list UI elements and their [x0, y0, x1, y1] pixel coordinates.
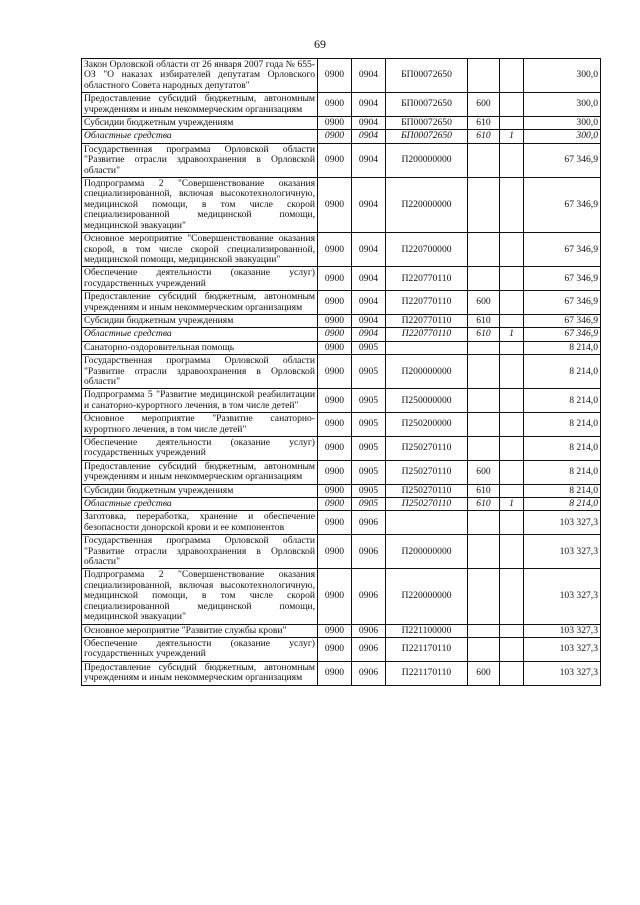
row-expense-type-cell — [468, 535, 500, 569]
row-expense-type-cell — [468, 143, 500, 177]
row-section-code-cell: 0906 — [352, 624, 386, 637]
row-ministry-code-cell: 0900 — [318, 498, 352, 511]
row-source-cell — [500, 117, 524, 130]
row-name-cell: Предоставление субсидий бюджетным, автономным учреждениям и иным некоммерческим организациям — [82, 291, 318, 315]
row-amount-cell: 8 214,0 — [524, 498, 601, 511]
row-section-code-cell: 0904 — [352, 93, 386, 117]
row-source-cell — [500, 93, 524, 117]
row-name-cell: Санаторно-оздоровительная помощь — [82, 341, 318, 354]
row-target-article-cell: П220000000 — [386, 569, 468, 624]
row-name-cell: Предоставление субсидий бюджетным, автономным учреждениям и иным некоммерческим организациям — [82, 460, 318, 484]
row-amount-cell: 300,0 — [524, 59, 601, 93]
row-expense-type-cell: 610 — [468, 328, 500, 341]
row-target-article-cell: П221170110 — [386, 637, 468, 661]
budget-table — [81, 58, 601, 686]
row-expense-type-cell — [468, 511, 500, 535]
row-ministry-code-cell: 0900 — [318, 437, 352, 461]
row-amount-cell: 8 214,0 — [524, 484, 601, 497]
row-section-code-cell: 0904 — [352, 314, 386, 327]
row-name-cell: Областные средства — [82, 498, 318, 511]
row-source-cell — [500, 624, 524, 637]
row-amount-cell: 103 327,3 — [524, 569, 601, 624]
row-section-code-cell: 0905 — [352, 460, 386, 484]
row-target-article-cell: П250270110 — [386, 498, 468, 511]
row-name-cell: Обеспечение деятельности (оказание услуг) государственных учреждений — [82, 637, 318, 661]
row-source-cell — [500, 511, 524, 535]
row-expense-type-cell — [468, 355, 500, 389]
row-source-cell — [500, 437, 524, 461]
row-name-cell: Предоставление субсидий бюджетным, автономным учреждениям и иным некоммерческим организациям — [82, 661, 318, 685]
row-source-cell — [500, 314, 524, 327]
row-name-cell: Государственная программа Орловской области "Развитие отрасли здравоохранения в Орловской области" — [82, 535, 318, 569]
row-target-article-cell: БП00072650 — [386, 59, 468, 93]
row-name-cell: Закон Орловской области от 26 января 2007 года № 655-ОЗ "О наказах избирателей депутатам Орловского областного Совета народных депутатов" — [82, 59, 318, 93]
row-section-code-cell: 0905 — [352, 413, 386, 437]
row-source-cell — [500, 291, 524, 315]
row-ministry-code-cell: 0900 — [318, 661, 352, 685]
row-target-article-cell: П200000000 — [386, 355, 468, 389]
row-name-cell: Основное мероприятие "Совершенствование оказания скорой, в том числе скорой специализированной, медицинской помощи, медицинской эвакуации" — [82, 233, 318, 267]
row-name-cell: Субсидии бюджетным учреждениям — [82, 484, 318, 497]
row-source-cell — [500, 143, 524, 177]
row-target-article-cell: П200000000 — [386, 143, 468, 177]
row-amount-cell: 67 346,9 — [524, 328, 601, 341]
row-source-cell — [500, 569, 524, 624]
row-ministry-code-cell: 0900 — [318, 233, 352, 267]
row-ministry-code-cell: 0900 — [318, 355, 352, 389]
row-section-code-cell: 0906 — [352, 511, 386, 535]
row-ministry-code-cell: 0900 — [318, 569, 352, 624]
row-target-article-cell: П250270110 — [386, 437, 468, 461]
row-name-cell: Субсидии бюджетным учреждениям — [82, 117, 318, 130]
row-section-code-cell: 0905 — [352, 484, 386, 497]
row-expense-type-cell — [468, 624, 500, 637]
row-target-article-cell: П221170110 — [386, 661, 468, 685]
row-expense-type-cell — [468, 569, 500, 624]
row-ministry-code-cell: 0900 — [318, 143, 352, 177]
row-target-article-cell: П220000000 — [386, 178, 468, 233]
row-expense-type-cell — [468, 637, 500, 661]
table-row — [82, 460, 601, 484]
row-target-article-cell: П220770110 — [386, 328, 468, 341]
row-expense-type-cell — [468, 178, 500, 233]
row-amount-cell: 8 214,0 — [524, 437, 601, 461]
row-expense-type-cell — [468, 59, 500, 93]
table-row — [82, 117, 601, 130]
row-ministry-code-cell: 0900 — [318, 413, 352, 437]
row-amount-cell: 67 346,9 — [524, 233, 601, 267]
row-section-code-cell: 0906 — [352, 661, 386, 685]
row-target-article-cell: П220700000 — [386, 233, 468, 267]
row-amount-cell: 8 214,0 — [524, 460, 601, 484]
row-section-code-cell: 0904 — [352, 328, 386, 341]
row-amount-cell: 103 327,3 — [524, 511, 601, 535]
row-source-cell — [500, 389, 524, 413]
row-source-cell — [500, 59, 524, 93]
row-amount-cell: 67 346,9 — [524, 267, 601, 291]
row-expense-type-cell: 600 — [468, 661, 500, 685]
table-row — [82, 437, 601, 461]
table-row — [82, 130, 601, 143]
row-ministry-code-cell: 0900 — [318, 59, 352, 93]
row-section-code-cell: 0904 — [352, 130, 386, 143]
row-amount-cell: 103 327,3 — [524, 535, 601, 569]
row-target-article-cell: БП00072650 — [386, 117, 468, 130]
table-row — [82, 389, 601, 413]
table-row — [82, 484, 601, 497]
row-name-cell: Подпрограмма 5 "Развитие медицинской реабилитации и санаторно-курортного лечения, в том числе детей" — [82, 389, 318, 413]
row-expense-type-cell: 610 — [468, 314, 500, 327]
row-expense-type-cell: 610 — [468, 130, 500, 143]
row-section-code-cell: 0906 — [352, 569, 386, 624]
row-target-article-cell: БП00072650 — [386, 93, 468, 117]
row-amount-cell: 300,0 — [524, 130, 601, 143]
row-name-cell: Заготовка, переработка, хранение и обеспечение безопасности донорской крови и ее компонентов — [82, 511, 318, 535]
row-source-cell — [500, 178, 524, 233]
row-ministry-code-cell: 0900 — [318, 484, 352, 497]
row-name-cell: Основное мероприятие "Развитие службы крови" — [82, 624, 318, 637]
table-row — [82, 661, 601, 685]
row-amount-cell: 8 214,0 — [524, 355, 601, 389]
row-ministry-code-cell: 0900 — [318, 460, 352, 484]
row-amount-cell: 103 327,3 — [524, 637, 601, 661]
row-section-code-cell: 0904 — [352, 267, 386, 291]
row-amount-cell: 8 214,0 — [524, 341, 601, 354]
page-number: 69 — [314, 37, 326, 51]
row-section-code-cell: 0904 — [352, 59, 386, 93]
row-source-cell — [500, 460, 524, 484]
row-name-cell: Подпрограмма 2 "Совершенствование оказания специализированной, включая высокотехнологичную, медицинской помощи, в том числе скорой специализированной медицинской помощи, медицинской эвакуации" — [82, 178, 318, 233]
row-expense-type-cell — [468, 233, 500, 267]
row-name-cell: Обеспечение деятельности (оказание услуг) государственных учреждений — [82, 437, 318, 461]
row-amount-cell: 67 346,9 — [524, 314, 601, 327]
row-target-article-cell: П221100000 — [386, 624, 468, 637]
table-row — [82, 413, 601, 437]
row-target-article-cell — [386, 511, 468, 535]
row-ministry-code-cell: 0900 — [318, 130, 352, 143]
row-source-cell: 1 — [500, 130, 524, 143]
row-name-cell: Основное мероприятие "Развитие санаторно-курортного лечения, в том числе детей" — [82, 413, 318, 437]
row-source-cell: 1 — [500, 328, 524, 341]
table-row — [82, 143, 601, 177]
row-amount-cell: 67 346,9 — [524, 143, 601, 177]
row-ministry-code-cell: 0900 — [318, 328, 352, 341]
row-ministry-code-cell: 0900 — [318, 93, 352, 117]
row-target-article-cell: БП00072650 — [386, 130, 468, 143]
table-row — [82, 59, 601, 93]
row-source-cell — [500, 484, 524, 497]
row-source-cell — [500, 233, 524, 267]
row-source-cell: 1 — [500, 498, 524, 511]
row-source-cell — [500, 413, 524, 437]
row-amount-cell: 103 327,3 — [524, 661, 601, 685]
table-row — [82, 511, 601, 535]
row-expense-type-cell — [468, 413, 500, 437]
table-row — [82, 291, 601, 315]
table-row — [82, 637, 601, 661]
row-amount-cell: 8 214,0 — [524, 389, 601, 413]
row-source-cell — [500, 637, 524, 661]
row-section-code-cell: 0906 — [352, 637, 386, 661]
row-expense-type-cell — [468, 437, 500, 461]
table-row — [82, 341, 601, 354]
row-expense-type-cell — [468, 389, 500, 413]
row-amount-cell: 8 214,0 — [524, 413, 601, 437]
row-section-code-cell: 0905 — [352, 355, 386, 389]
row-target-article-cell: П200000000 — [386, 535, 468, 569]
row-name-cell: Субсидии бюджетным учреждениям — [82, 314, 318, 327]
row-amount-cell: 67 346,9 — [524, 291, 601, 315]
row-name-cell: Областные средства — [82, 130, 318, 143]
row-name-cell: Областные средства — [82, 328, 318, 341]
row-source-cell — [500, 355, 524, 389]
row-name-cell: Подпрограмма 2 "Совершенствование оказания специализированной, включая высокотехнологичную, медицинской помощи, в том числе скорой специализированной медицинской помощи, медицинской эвакуации" — [82, 569, 318, 624]
row-target-article-cell — [386, 341, 468, 354]
row-ministry-code-cell: 0900 — [318, 178, 352, 233]
row-ministry-code-cell: 0900 — [318, 389, 352, 413]
row-amount-cell: 103 327,3 — [524, 624, 601, 637]
row-ministry-code-cell: 0900 — [318, 117, 352, 130]
row-ministry-code-cell: 0900 — [318, 535, 352, 569]
row-section-code-cell: 0905 — [352, 498, 386, 511]
row-expense-type-cell: 600 — [468, 460, 500, 484]
row-name-cell: Государственная программа Орловской области "Развитие отрасли здравоохранения в Орловской области" — [82, 143, 318, 177]
row-expense-type-cell: 610 — [468, 117, 500, 130]
row-source-cell — [500, 661, 524, 685]
row-ministry-code-cell: 0900 — [318, 624, 352, 637]
row-source-cell — [500, 535, 524, 569]
row-expense-type-cell: 600 — [468, 93, 500, 117]
row-section-code-cell: 0904 — [352, 117, 386, 130]
row-section-code-cell: 0904 — [352, 233, 386, 267]
table-row — [82, 93, 601, 117]
table-row — [82, 314, 601, 327]
table-row — [82, 355, 601, 389]
row-expense-type-cell — [468, 267, 500, 291]
row-target-article-cell: П220770110 — [386, 291, 468, 315]
row-source-cell — [500, 267, 524, 291]
row-amount-cell: 300,0 — [524, 93, 601, 117]
row-expense-type-cell: 600 — [468, 291, 500, 315]
row-target-article-cell: П250200000 — [386, 413, 468, 437]
row-ministry-code-cell: 0900 — [318, 637, 352, 661]
table-row — [82, 178, 601, 233]
row-expense-type-cell — [468, 341, 500, 354]
row-name-cell: Предоставление субсидий бюджетным, автономным учреждениям и иным некоммерческим организациям — [82, 93, 318, 117]
row-target-article-cell: П220770110 — [386, 267, 468, 291]
table-row — [82, 535, 601, 569]
table-row — [82, 328, 601, 341]
table-row — [82, 498, 601, 511]
row-section-code-cell: 0905 — [352, 341, 386, 354]
row-ministry-code-cell: 0900 — [318, 341, 352, 354]
row-amount-cell: 67 346,9 — [524, 178, 601, 233]
row-target-article-cell: П250270110 — [386, 484, 468, 497]
row-section-code-cell: 0906 — [352, 535, 386, 569]
row-ministry-code-cell: 0900 — [318, 291, 352, 315]
table-row — [82, 569, 601, 624]
row-expense-type-cell: 610 — [468, 498, 500, 511]
row-target-article-cell: П250270110 — [386, 460, 468, 484]
row-section-code-cell: 0905 — [352, 437, 386, 461]
row-ministry-code-cell: 0900 — [318, 267, 352, 291]
row-ministry-code-cell: 0900 — [318, 314, 352, 327]
row-target-article-cell: П220770110 — [386, 314, 468, 327]
row-section-code-cell: 0904 — [352, 178, 386, 233]
row-name-cell: Обеспечение деятельности (оказание услуг) государственных учреждений — [82, 267, 318, 291]
row-section-code-cell: 0904 — [352, 143, 386, 177]
row-target-article-cell: П250000000 — [386, 389, 468, 413]
row-source-cell — [500, 341, 524, 354]
row-name-cell: Государственная программа Орловской области "Развитие отрасли здравоохранения в Орловской области" — [82, 355, 318, 389]
row-amount-cell: 300,0 — [524, 117, 601, 130]
table-row — [82, 233, 601, 267]
row-section-code-cell: 0904 — [352, 291, 386, 315]
row-expense-type-cell: 610 — [468, 484, 500, 497]
row-ministry-code-cell: 0900 — [318, 511, 352, 535]
row-section-code-cell: 0905 — [352, 389, 386, 413]
table-row — [82, 624, 601, 637]
table-row — [82, 267, 601, 291]
